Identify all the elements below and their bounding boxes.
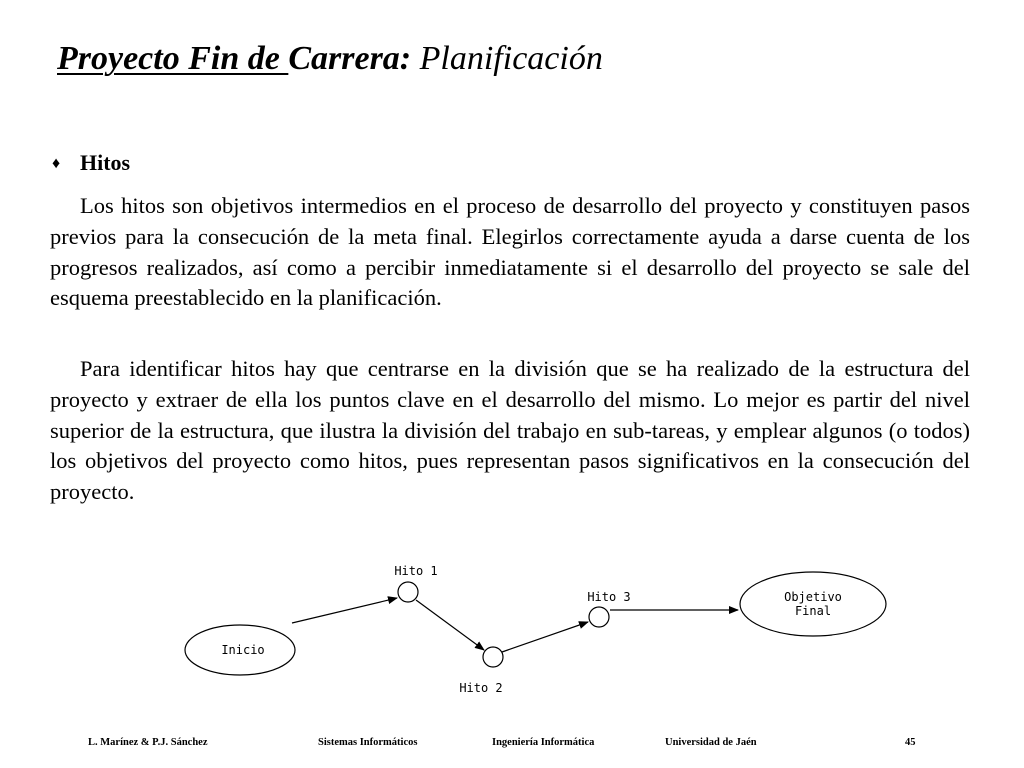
label-hito-3: Hito 3: [587, 590, 631, 604]
section-heading-row: [52, 150, 130, 176]
label-final: Final: [794, 604, 832, 618]
label-inicio: Inicio: [221, 643, 265, 657]
section-heading: Hitos: [80, 150, 131, 175]
title-part-1: Proyecto Fin de: [57, 40, 289, 77]
label-objetivo: Objetivo: [784, 590, 842, 604]
arrow-hito2-hito3: [502, 622, 588, 652]
footer-authors: L. Marínez & P.J. Sánchez: [88, 737, 208, 748]
arrow-inicio-hito1: [292, 598, 397, 623]
node-hito-2: [483, 647, 503, 667]
arrow-hito1-hito2: [416, 600, 484, 650]
footer-page-number: 45: [905, 737, 916, 748]
title-part-3: Planificación: [411, 40, 603, 77]
paragraph-2: Para identificar hitos hay que centrarse en la división que se ha realizado de la estructura del proyecto y extraer de ella los puntos clave en el desarrollo del mismo. Lo mejor es partir del nivel superior de la estructura, que ilustra la división del trabajo en sub-tareas, y emplear algunos (o todos) los objetivos del proyecto como hitos, pues representan pasos significativos en la consecución del proyecto.: [50, 356, 970, 505]
footer-degree: Ingeniería Informática: [492, 737, 595, 748]
label-hito-1: Hito 1: [394, 564, 438, 578]
node-hito-3: [589, 607, 609, 627]
label-hito-2: Hito 2: [459, 681, 503, 695]
footer-course: Sistemas Informáticos: [318, 737, 418, 748]
paragraph-1: Los hitos son objetivos intermedios en el proceso de desarrollo del proyecto y constituyen pasos previos para la consecución de la meta final. Elegirlos correctamente ayuda a darse cuenta de los progresos realizados, así como a percibir inmediatamente si el desarrollo del proyecto se sale del esquema preestablecido en la planificación.: [50, 193, 970, 311]
footer-university: Universidad de Jaén: [665, 737, 757, 748]
slide-title: [57, 40, 603, 78]
node-hito-1: [398, 582, 418, 602]
diamond-bullet-icon: ♦: [52, 155, 61, 172]
title-part-2: Carrera:: [288, 40, 412, 77]
milestones-diagram: [0, 555, 1024, 705]
